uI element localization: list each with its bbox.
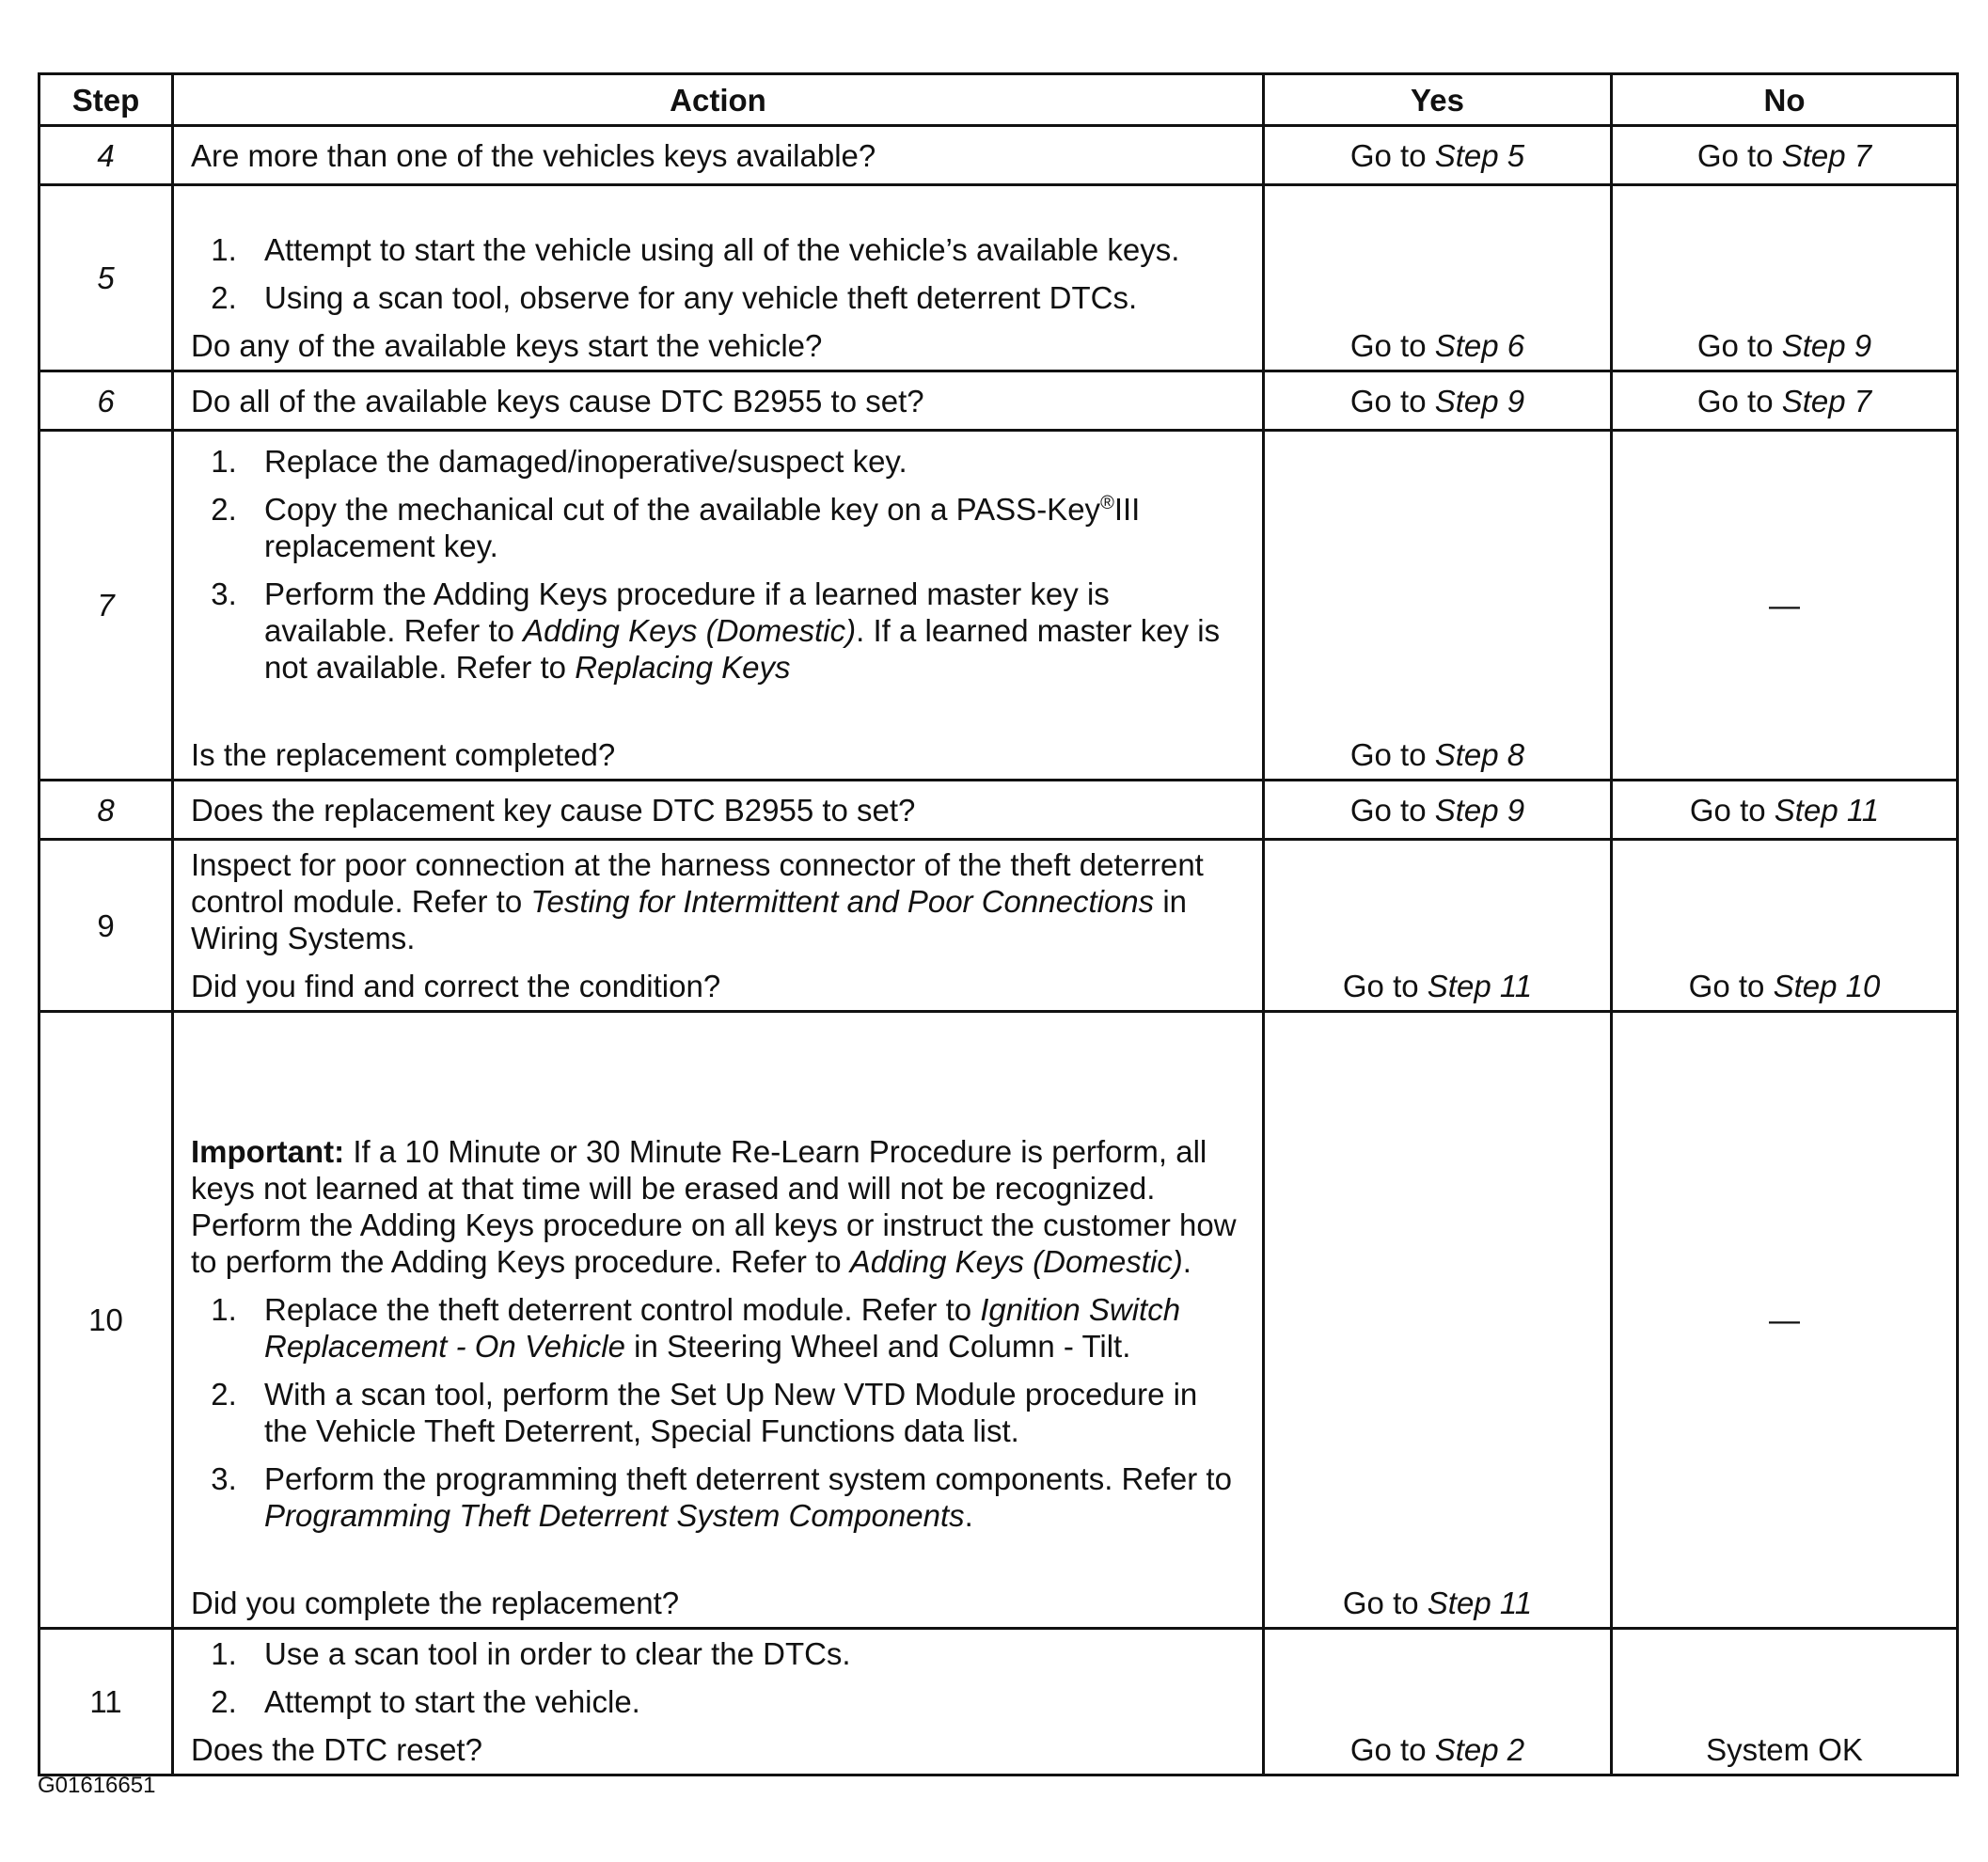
step-number: 4: [39, 126, 173, 185]
no-step-link[interactable]: Step 9: [1781, 328, 1872, 363]
instruction-text: Replace the theft deterrent control module. Refer to: [264, 1292, 981, 1327]
reference-link[interactable]: Programming Theft Deterrent System Components: [264, 1498, 965, 1533]
instruction-item: [245, 1460, 1245, 1534]
instruction-text: .: [964, 1498, 973, 1533]
no-cell: [1612, 781, 1958, 840]
no-cell: [1612, 126, 1958, 185]
step-number: 8: [39, 781, 173, 840]
reference-link[interactable]: Adding Keys (Domestic): [523, 613, 857, 648]
yes-cell: [1264, 371, 1612, 431]
no-cell: —: [1612, 431, 1958, 781]
table-row-step-8: [39, 781, 1958, 840]
yes-step-link[interactable]: Step 2: [1434, 1732, 1525, 1767]
reference-link[interactable]: Adding Keys (Domestic): [849, 1244, 1183, 1279]
go-to-label: Go to: [1696, 383, 1774, 418]
yes-cell: [1264, 126, 1612, 185]
table-row-step-10: [39, 1012, 1958, 1629]
question-text: Are more than one of the vehicles keys available?: [191, 137, 876, 173]
header-no: No: [1612, 74, 1958, 126]
yes-cell: [1264, 1012, 1612, 1629]
go-to-label: Go to: [1349, 1732, 1427, 1767]
go-to-label: Go to: [1696, 137, 1774, 173]
instruction-list: [191, 1635, 1245, 1720]
go-to-label: Go to: [1349, 328, 1427, 363]
no-step-link[interactable]: Step 7: [1781, 383, 1872, 418]
reference-link[interactable]: Ignition Switch Replacement - On Vehicle: [264, 1292, 1181, 1364]
instruction-text: Inspect for poor connection at the harness connector of the theft deterrent control module. Refer to: [191, 847, 1204, 919]
important-note: [191, 1133, 1245, 1280]
go-to-label: Go to: [1689, 792, 1766, 828]
instruction-item: [245, 1291, 1245, 1365]
header-step: Step: [39, 74, 173, 126]
step-number: 7: [39, 431, 173, 781]
instruction-text: . If a learned master key is not available. Refer to: [264, 613, 1221, 685]
yes-step-link[interactable]: Step 11: [1427, 1586, 1533, 1620]
question-text: Did you find and correct the condition?: [191, 969, 721, 1003]
no-cell: [1612, 840, 1958, 1012]
header-action: Action: [173, 74, 1264, 126]
yes-cell: [1264, 431, 1612, 781]
no-step-link[interactable]: Step 11: [1774, 792, 1880, 828]
instruction-text: Perform the programming theft deterrent system components. Refer to: [264, 1461, 1232, 1496]
yes-cell: [1264, 840, 1612, 1012]
no-cell: System OK: [1612, 1629, 1958, 1775]
yes-step-link[interactable]: Step 11: [1427, 969, 1533, 1003]
go-to-label: Go to: [1349, 737, 1427, 772]
question-text: Does the DTC reset?: [191, 1732, 482, 1767]
no-step-link[interactable]: Step 7: [1781, 137, 1872, 173]
yes-step-link[interactable]: Step 9: [1434, 383, 1525, 418]
note-text: .: [1182, 1244, 1191, 1279]
yes-cell: [1264, 781, 1612, 840]
instruction-item: 1. Use a scan tool in order to clear the DTCs.: [245, 1635, 1245, 1672]
instruction-item: 2. With a scan tool, perform the Set Up New VTD Module procedure in the Vehicle Theft Deterrent, Special Functions data list.: [245, 1376, 1245, 1449]
action-cell: [173, 371, 1264, 431]
go-to-label: Go to: [1696, 328, 1774, 363]
note-text: If a 10 Minute or 30 Minute Re-Learn Procedure is perform, all keys not learned at that time will be erased and will not be recognized. Perform the Adding Keys procedure on all keys or instruct the customer how to perform the Adding Keys procedure. Refer to: [191, 1134, 1237, 1279]
go-to-label: Go to: [1342, 969, 1419, 1003]
table-row-step-7: [39, 431, 1958, 781]
table-row-step-4: [39, 126, 1958, 185]
yes-step-link[interactable]: Step 8: [1434, 737, 1525, 772]
instruction-paragraph: [191, 846, 1245, 956]
instruction-text: III replacement key.: [264, 492, 1141, 563]
instruction-item: 2. Using a scan tool, observe for any vehicle theft deterrent DTCs.: [245, 279, 1245, 316]
go-to-label: Go to: [1688, 969, 1765, 1003]
question-text: Does the replacement key cause DTC B2955 to set?: [191, 792, 916, 828]
instruction-list: [191, 1291, 1245, 1534]
diagnostic-steps-table: [38, 72, 1959, 1776]
instruction-item: [245, 576, 1245, 686]
question-text: Is the replacement completed?: [191, 737, 616, 772]
go-to-label: Go to: [1349, 383, 1427, 418]
go-to-label: Go to: [1349, 792, 1427, 828]
step-number: 5: [39, 185, 173, 371]
table-row-step-5: [39, 185, 1958, 371]
registered-mark: ®: [1100, 493, 1114, 513]
instruction-text: Perform the Adding Keys procedure if a learned master key is available. Refer to: [264, 576, 1110, 648]
table-row-step-9: [39, 840, 1958, 1012]
action-cell: [173, 1629, 1264, 1775]
reference-link[interactable]: Replacing Keys: [575, 650, 791, 685]
instruction-item: [245, 491, 1245, 564]
yes-step-link[interactable]: Step 5: [1434, 137, 1525, 173]
instruction-text: Copy the mechanical cut of the available key on a PASS-Key: [264, 492, 1101, 527]
header-row: [39, 74, 1958, 126]
yes-cell: [1264, 185, 1612, 371]
figure-code: G01616651: [38, 1773, 156, 1798]
instruction-item: 2. Attempt to start the vehicle.: [245, 1683, 1245, 1720]
header-yes: Yes: [1264, 74, 1612, 126]
reference-link[interactable]: Testing for Intermittent and Poor Connections: [530, 884, 1155, 919]
yes-step-link[interactable]: Step 9: [1434, 792, 1525, 828]
instruction-item: 1. Attempt to start the vehicle using all of the vehicle’s available keys.: [245, 231, 1245, 268]
step-number: 9: [39, 840, 173, 1012]
yes-cell: [1264, 1629, 1612, 1775]
step-number: 10: [39, 1012, 173, 1629]
instruction-item: 1. Replace the damaged/inoperative/suspect key.: [245, 443, 1245, 480]
action-cell: [173, 840, 1264, 1012]
action-cell: [173, 1012, 1264, 1629]
no-cell: [1612, 185, 1958, 371]
action-cell: [173, 431, 1264, 781]
step-number: 11: [39, 1629, 173, 1775]
instruction-text: in Wiring Systems.: [191, 884, 1188, 955]
go-to-label: Go to: [1349, 137, 1427, 173]
no-cell: —: [1612, 1012, 1958, 1629]
step-number: 6: [39, 371, 173, 431]
question-text: Do all of the available keys cause DTC B2955 to set?: [191, 383, 924, 418]
action-cell: [173, 185, 1264, 371]
question-text: Do any of the available keys start the vehicle?: [191, 328, 823, 363]
question-text: Did you complete the replacement?: [191, 1586, 680, 1620]
action-cell: [173, 781, 1264, 840]
table-row-step-6: [39, 371, 1958, 431]
no-cell: [1612, 371, 1958, 431]
instruction-list: [191, 443, 1245, 686]
instruction-text: in Steering Wheel and Column - Tilt.: [624, 1329, 1131, 1364]
table-row-step-11: [39, 1629, 1958, 1775]
instruction-list: [191, 231, 1245, 316]
diagnostic-table-container: [38, 72, 1956, 1776]
go-to-label: Go to: [1342, 1586, 1419, 1620]
no-step-link[interactable]: Step 10: [1773, 969, 1881, 1003]
action-cell: [173, 126, 1264, 185]
important-label: Important:: [191, 1134, 345, 1169]
yes-step-link[interactable]: Step 6: [1434, 328, 1525, 363]
